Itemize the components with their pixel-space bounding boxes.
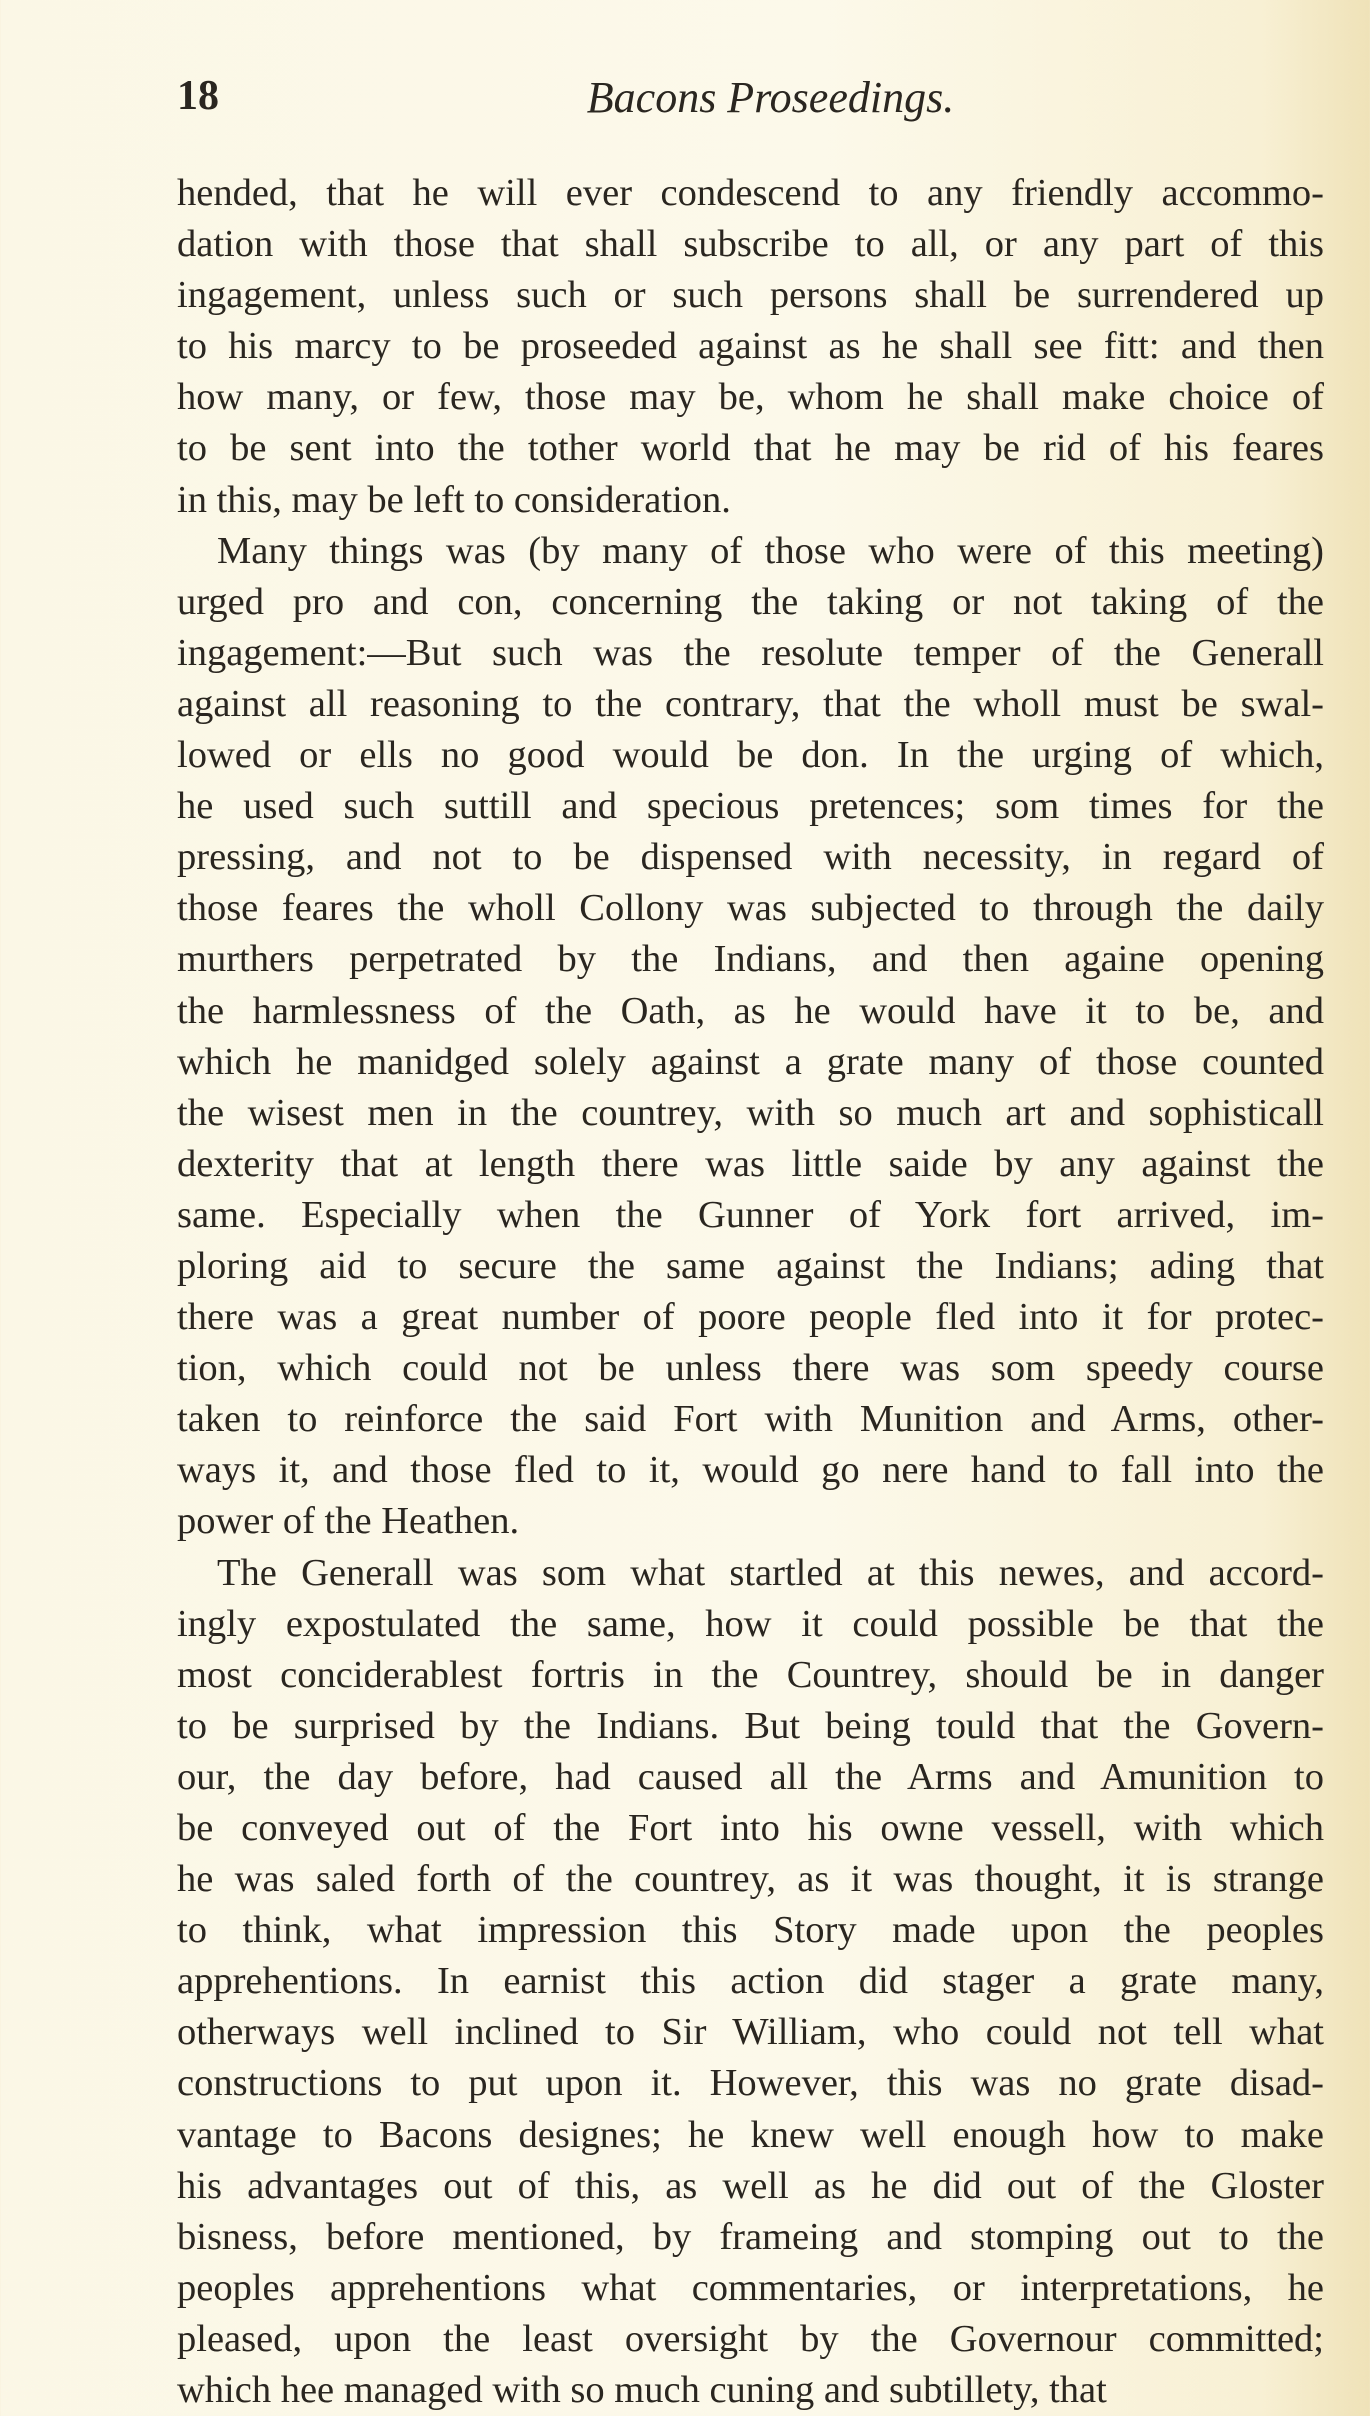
- text-line: ingagement, unless such or such persons shall be surrendered up: [177, 274, 1324, 317]
- page-number: 18: [177, 73, 219, 119]
- text-line: The Generall was som what startled at this newes, and accord-: [217, 1551, 1324, 1594]
- text-line: in this, may be left to consideration.: [177, 478, 731, 521]
- text-line: ploring aid to secure the same against the Indians; ading that: [177, 1244, 1324, 1287]
- text-line: hended, that he will ever condescend to any friendly accommo-: [177, 172, 1324, 214]
- text-line: to think, what impression this Story made upon the peoples: [177, 1909, 1324, 1952]
- text-line: to his marcy to be proseeded against as he shall see fitt: and then: [177, 325, 1324, 368]
- text-line: dexterity that at length there was little saide by any against the: [177, 1142, 1324, 1185]
- running-header: [177, 72, 1324, 132]
- text-line: to be surprised by the Indians. But being tould that the Govern-: [177, 1704, 1324, 1747]
- text-line: most conciderablest fortris in the Countrey, should be in danger: [177, 1653, 1324, 1696]
- text-line: how many, or few, those may be, whom he shall make choice of: [177, 376, 1324, 419]
- text-line: he used such suttill and specious pretences; som times for the: [177, 785, 1324, 828]
- running-title: Bacons Proseedings.: [586, 73, 955, 122]
- paragraph: [177, 168, 1324, 526]
- text-line: vantage to Bacons designes; he knew well enough how to make: [177, 2113, 1324, 2156]
- text-line: ingagement:—But such was the resolute temper of the Generall: [177, 631, 1324, 674]
- text-line: murthers perpetrated by the Indians, and then againe opening: [177, 938, 1324, 981]
- text-line: bisness, before mentioned, by frameing and stomping out to the: [177, 2215, 1324, 2258]
- text-line: otherways well inclined to Sir William, who could not tell what: [177, 2011, 1324, 2054]
- text-line: against all reasoning to the contrary, that the wholl must be swal-: [177, 682, 1324, 725]
- text-line: he was saled forth of the countrey, as it was thought, it is strange: [177, 1858, 1324, 1901]
- text-line: the wisest men in the countrey, with so much art and sophisticall: [177, 1091, 1324, 1134]
- text-line: Many things was (by many of those who were of this meeting): [217, 529, 1324, 572]
- text-line: pressing, and not to be dispensed with necessity, in regard of: [177, 836, 1324, 879]
- text-line: tion, which could not be unless there was som speedy course: [177, 1347, 1324, 1390]
- text-line: pleased, upon the least oversight by the Governour committed;: [177, 2317, 1324, 2360]
- text-line: ingly expostulated the same, how it could possible be that the: [177, 1602, 1324, 1645]
- text-line: which he manidged solely against a grate many of those counted: [177, 1040, 1324, 1083]
- text-line: those feares the wholl Collony was subjected to through the daily: [177, 887, 1324, 930]
- paragraph: [177, 1548, 1324, 2416]
- text-line: constructions to put upon it. However, this was no grate disad-: [177, 2062, 1324, 2105]
- text-line: power of the Heathen.: [177, 1500, 520, 1543]
- text-line: same. Especially when the Gunner of York fort arrived, im-: [177, 1193, 1324, 1236]
- page-body-text: [177, 168, 1324, 2416]
- text-line: there was a great number of poore people fled into it for protec-: [177, 1296, 1324, 1339]
- text-line: urged pro and con, concerning the taking or not taking of the: [177, 580, 1324, 623]
- paragraph: [177, 526, 1324, 1548]
- text-line: our, the day before, had caused all the Arms and Amunition to: [177, 1755, 1324, 1798]
- text-line: to be sent into the tother world that he may be rid of his feares: [177, 427, 1324, 470]
- text-line: taken to reinforce the said Fort with Munition and Arms, other-: [177, 1398, 1324, 1441]
- text-line: be conveyed out of the Fort into his owne vessell, with which: [177, 1807, 1324, 1849]
- text-line: dation with those that shall subscribe to all, or any part of this: [177, 223, 1324, 266]
- text-line: ways it, and those fled to it, would go nere hand to fall into the: [177, 1449, 1324, 1492]
- text-line: peoples apprehentions what commentaries, or interpretations, he: [177, 2266, 1324, 2309]
- text-line: his advantages out of this, as well as he did out of the Gloster: [177, 2164, 1324, 2207]
- text-line: lowed or ells no good would be don. In the urging of which,: [177, 734, 1324, 777]
- text-line: which hee managed with so much cuning and subtillety, that: [177, 2369, 1107, 2412]
- text-line: the harmlessness of the Oath, as he would have it to be, and: [177, 989, 1324, 1032]
- text-line: apprehentions. In earnist this action did stager a grate many,: [177, 1960, 1324, 2003]
